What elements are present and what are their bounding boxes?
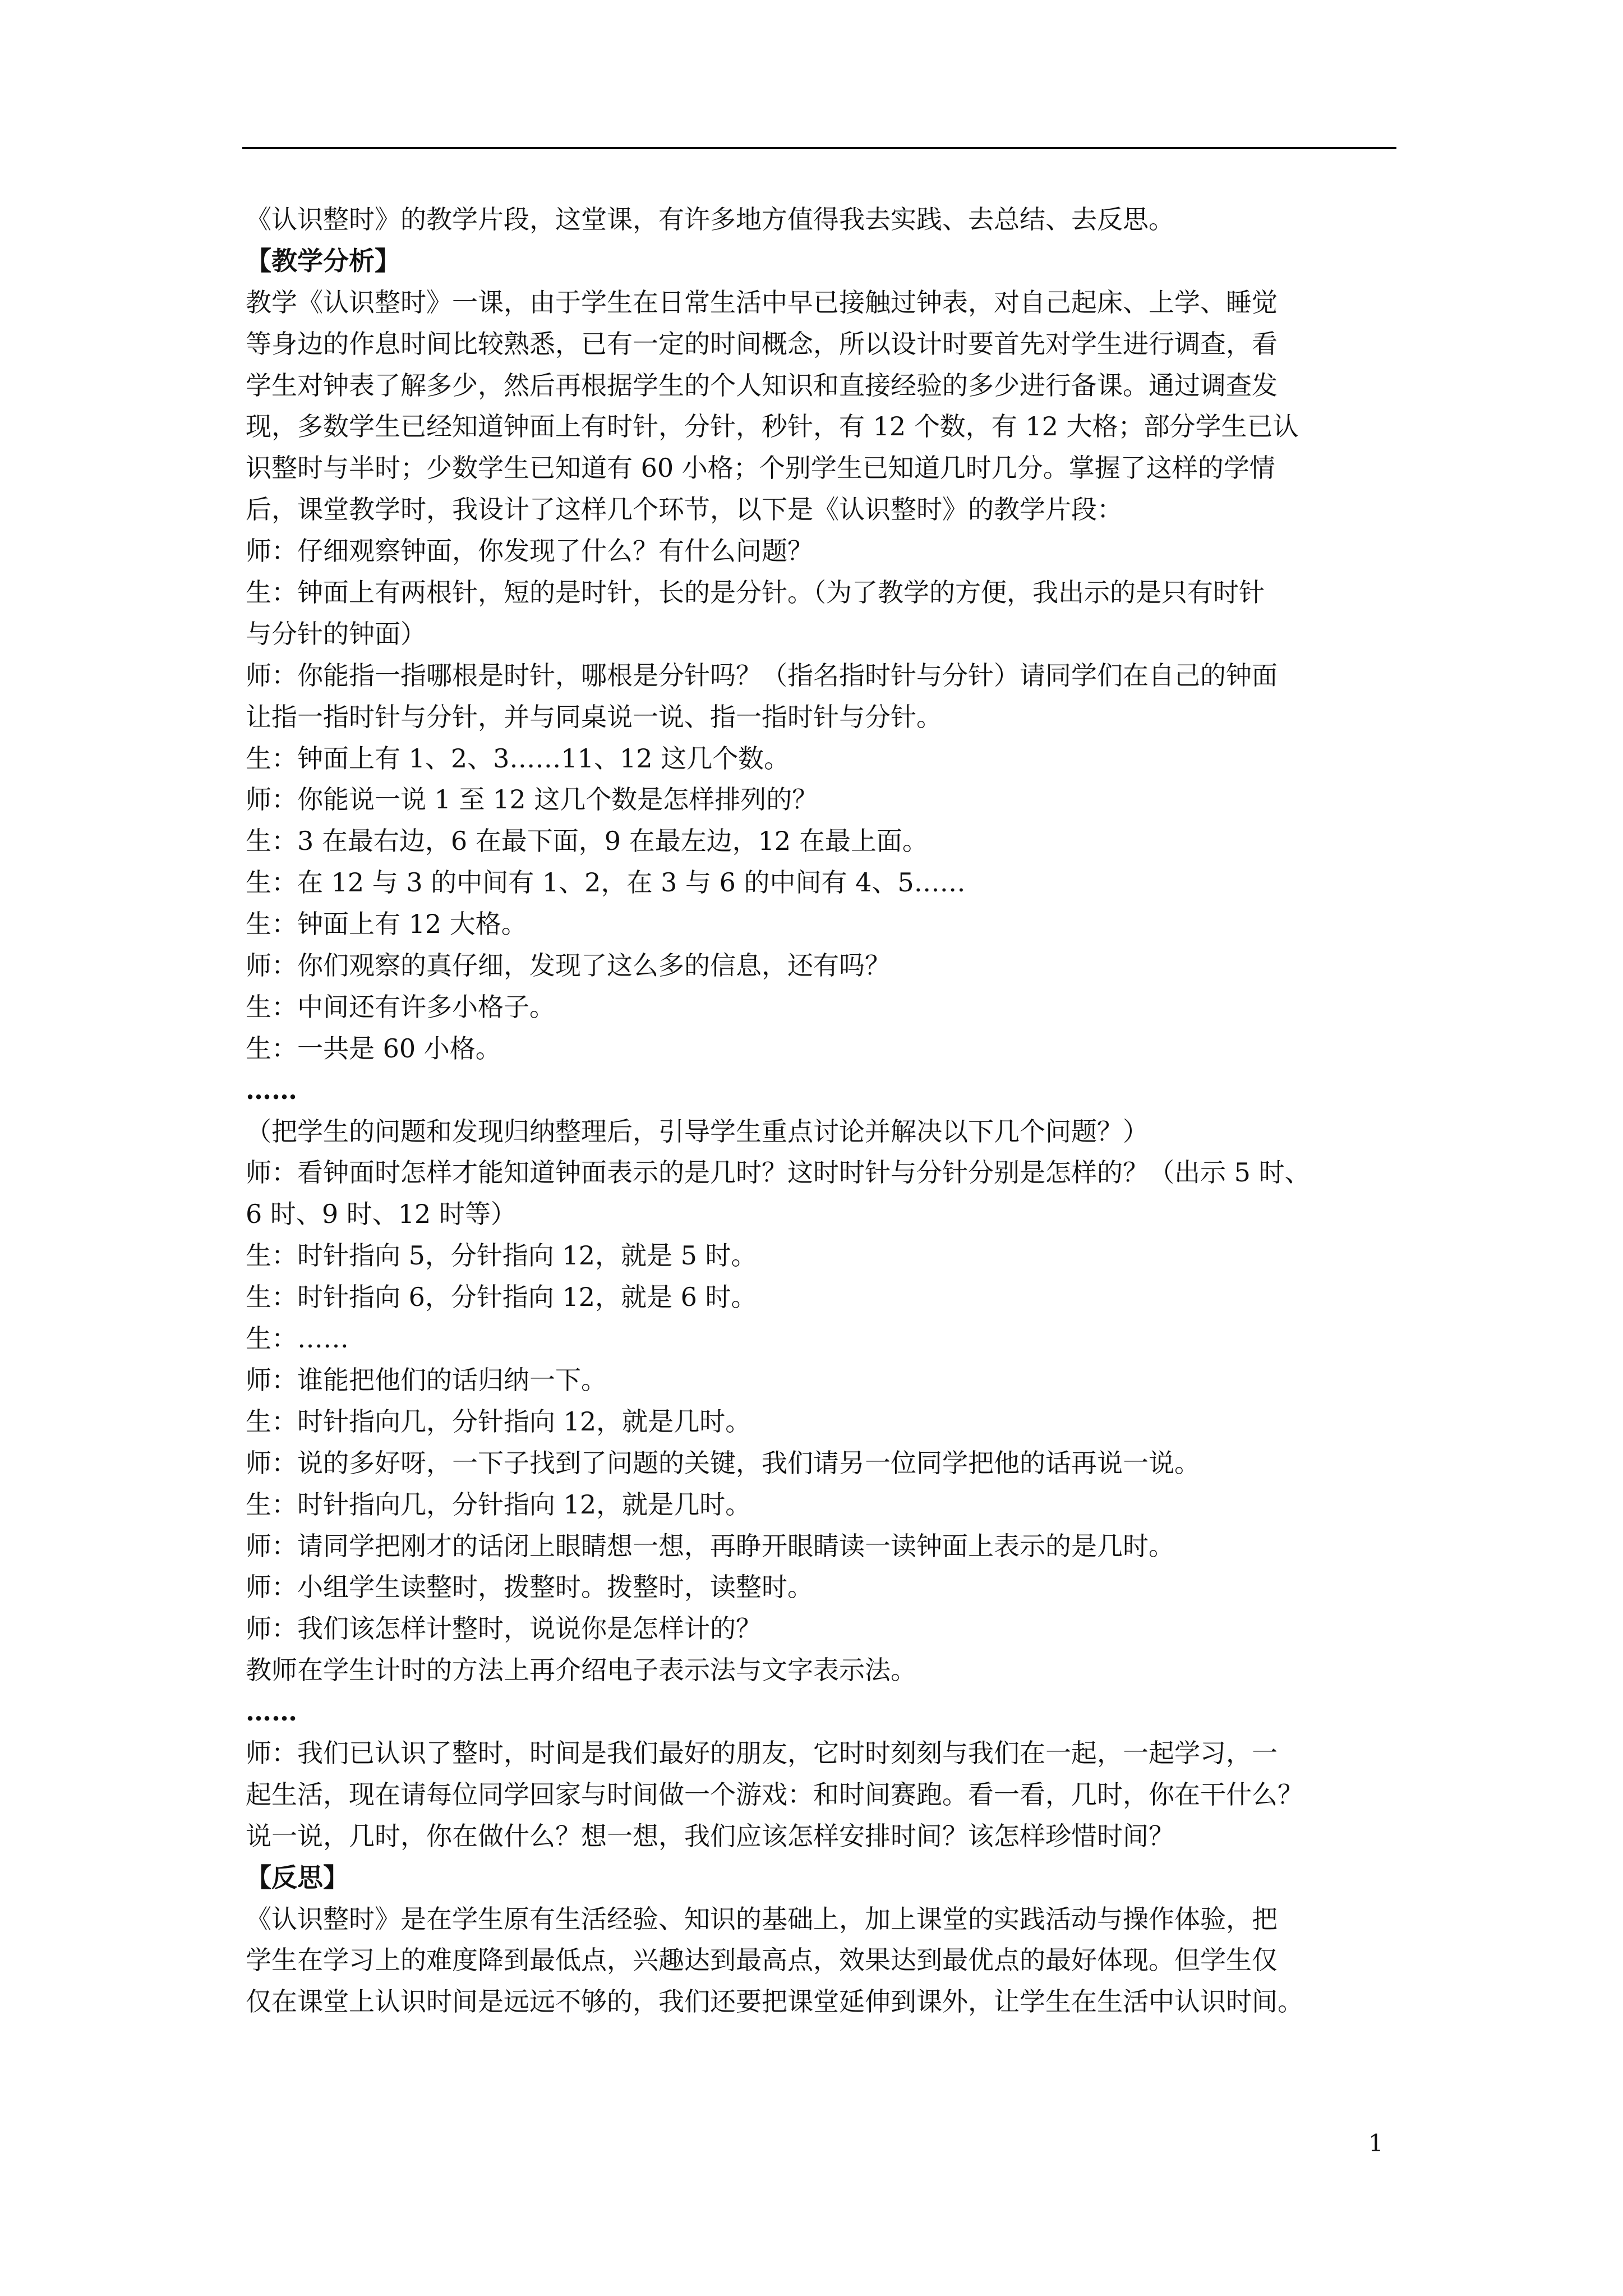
paragraph-line: 《认识整时》是在学生原有生活经验、知识的基础上，加上课堂的实践活动与操作体验，把 <box>246 1903 1278 1934</box>
paragraph-line: 《认识整时》的教学片段，这堂课，有许多地方值得我去实践、去总结、去反思。 <box>246 204 1174 234</box>
paragraph-line: 生：3 在最右边，6 在最下面，9 在最左边，12 在最上面。 <box>246 826 928 857</box>
section-heading: 【反思】 <box>246 1862 349 1893</box>
page-number: 1 <box>1368 2129 1384 2157</box>
paragraph-line: 师：你能指一指哪根是时针，哪根是分针吗？（指名指时针与分针）请同学们在自己的钟面 <box>246 660 1278 691</box>
paragraph-line: 学生在学习上的难度降到最低点，兴趣达到最高点，效果达到最优点的最好体现。但学生仅 <box>246 1945 1278 1976</box>
paragraph-line: 生：钟面上有 1、2、3……11、12 这几个数。 <box>246 743 790 774</box>
paragraph-line: 等身边的作息时间比较熟悉，已有一定的时间概念，所以设计时要首先对学生进行调查，看 <box>246 328 1278 359</box>
paragraph-line: 仅在课堂上认识时间是远远不够的，我们还要把课堂延伸到课外，让学生在生活中认识时间。 <box>246 1986 1303 2017</box>
paragraph-line: 起生活，现在请每位同学回家与时间做一个游戏：和时间赛跑。看一看，几时，你在干什么？ <box>246 1779 1303 1810</box>
paragraph-line: 现，多数学生已经知道钟面上有时针，分针，秒针，有 12 个数，有 12 大格；部分学生已认 <box>246 411 1299 442</box>
document-body <box>246 199 1401 2023</box>
paragraph-line: （把学生的问题和发现归纳整理后，引导学生重点讨论并解决以下几个问题？） <box>246 1116 1149 1147</box>
paragraph-line: 师：你能说一说 1 至 12 这几个数是怎样排列的？ <box>246 784 818 815</box>
paragraph-line: 师：你们观察的真仔细，发现了这么多的信息，还有吗？ <box>246 950 891 981</box>
paragraph-line: 生：中间还有许多小格子。 <box>246 991 555 1022</box>
paragraph-line: 师：仔细观察钟面，你发现了什么？有什么问题？ <box>246 536 813 567</box>
paragraph-line: 学生对钟表了解多少，然后再根据学生的个人知识和直接经验的多少进行备课。通过调查发 <box>246 370 1278 401</box>
paragraph-line: 生：一共是 60 小格。 <box>246 1033 501 1064</box>
paragraph-line: 教师在学生计时的方法上再介绍电子表示法与文字表示法。 <box>246 1655 916 1686</box>
paragraph-line: 生：钟面上有 12 大格。 <box>246 909 527 940</box>
paragraph-line: 师：我们已认识了整时，时间是我们最好的朋友，它时时刻刻与我们在一起，一起学习，一 <box>246 1737 1278 1768</box>
paragraph-line: 让指一指时针与分针，并与同桌说一说、指一指时针与分针。 <box>246 701 942 732</box>
paragraph-line: 师：我们该怎样计整时，说说你是怎样计的？ <box>246 1613 762 1644</box>
paragraph-line: 生：时针指向 5，分针指向 12，就是 5 时。 <box>246 1240 757 1271</box>
paragraph-line: 师：谁能把他们的话归纳一下。 <box>246 1364 607 1395</box>
paragraph-line: 生：在 12 与 3 的中间有 1、2，在 3 与 6 的中间有 4、5…… <box>246 867 966 898</box>
paragraph-line: 与分针的钟面） <box>246 618 426 649</box>
header-rule <box>242 147 1396 149</box>
section-heading: …… <box>246 1074 297 1105</box>
section-heading: …… <box>246 1696 297 1727</box>
paragraph-line: 6 时、9 时、12 时等） <box>246 1199 517 1230</box>
paragraph-line: 师：小组学生读整时，拨整时。拨整时，读整时。 <box>246 1572 813 1603</box>
paragraph-line: 师：看钟面时怎样才能知道钟面表示的是几时？这时时针与分针分别是怎样的？（出示 5 时、 <box>246 1157 1311 1188</box>
paragraph-line: 生：钟面上有两根针，短的是时针，长的是分针。（为了教学的方便，我出示的是只有时针 <box>246 577 1265 608</box>
paragraph-line: 教学《认识整时》一课，由于学生在日常生活中早已接触过钟表，对自己起床、上学、睡觉 <box>246 287 1278 318</box>
paragraph-line: 说一说，几时，你在做什么？想一想，我们应该怎样安排时间？该怎样珍惜时间？ <box>246 1820 1174 1851</box>
paragraph-line: 生：时针指向几，分针指向 12，就是几时。 <box>246 1406 751 1437</box>
paragraph-line: 师：请同学把刚才的话闭上眼睛想一想，再睁开眼睛读一读钟面上表示的是几时。 <box>246 1530 1174 1561</box>
paragraph-line: 生：时针指向 6，分针指向 12，就是 6 时。 <box>246 1282 757 1313</box>
paragraph-line: 生：…… <box>246 1323 349 1354</box>
paragraph-line: 师：说的多好呀，一下子找到了问题的关键，我们请另一位同学把他的话再说一说。 <box>246 1447 1200 1478</box>
paragraph-line: 生：时针指向几，分针指向 12，就是几时。 <box>246 1489 751 1520</box>
section-heading: 【教学分析】 <box>246 245 400 276</box>
paragraph-line: 识整时与半时；少数学生已知道有 60 小格；个别学生已知道几时几分。掌握了这样的学情 <box>246 453 1275 484</box>
paragraph-line: 后，课堂教学时，我设计了这样几个环节，以下是《认识整时》的教学片段： <box>246 494 1123 525</box>
